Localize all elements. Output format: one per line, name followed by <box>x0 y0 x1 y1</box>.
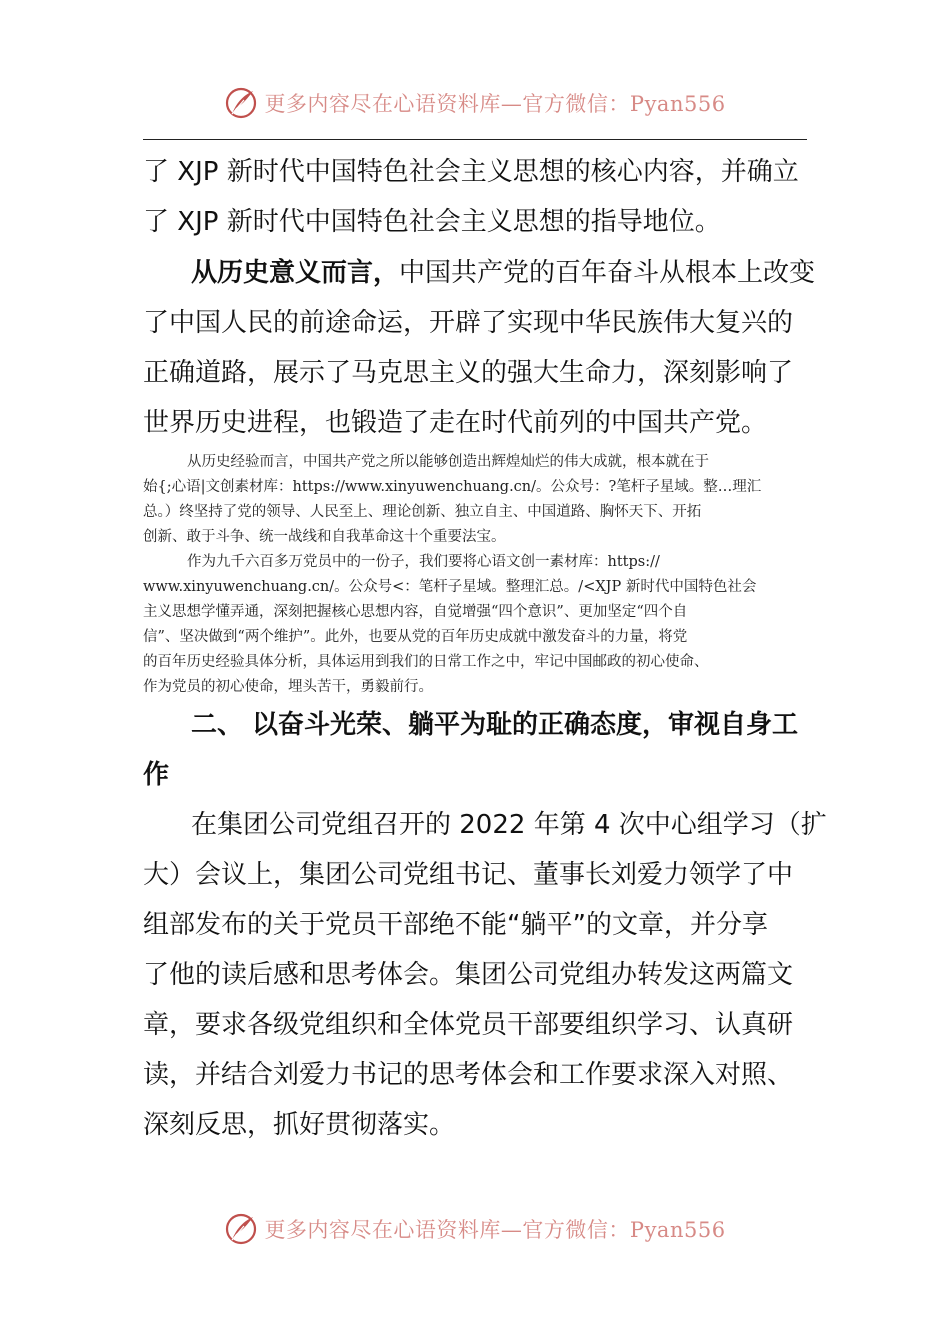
small-line: www.xinyuwenchuang.cn/。公众号<：笔杆子星域。整理汇总。/<XJP 新时代中国特色社会 <box>143 579 757 595</box>
heading-line: 二、 以奋斗光荣、躺平为耻的正确态度，审视自身工 <box>191 710 799 740</box>
text-line: 深刻反思，抓好贯彻落实。 <box>143 1110 456 1140</box>
history-significance-paragraph <box>143 248 816 448</box>
text-line: 世界历史进程，也锻造了走在时代前列的中国共产党。 <box>143 408 768 438</box>
small-line: 始{;心语|文创素材库：https://www.xinyuwenchuang.cn/。公众号：?笔杆子星域。整…理汇 <box>143 479 762 495</box>
text-line: 了 XJP 新时代中国特色社会主义思想的指导地位。 <box>143 207 721 237</box>
feather-pen-icon <box>224 86 258 120</box>
small-line: 作为九千六百多万党员中的一份子，我们要将心语文创一素材库：https:// <box>187 554 660 570</box>
continued-paragraph <box>143 147 813 247</box>
small-line: 信”、坚决做到“两个维护”。此外，也要从党的百年历史成就中激发奋斗的力量，将党 <box>143 629 688 645</box>
text-line: 正确道路，展示了马克思主义的强大生命力，深刻影响了 <box>143 358 794 388</box>
text-line: 读，并结合刘爱力书记的思考体会和工作要求深入对照、 <box>143 1060 794 1090</box>
heading-line: 作 <box>143 760 170 790</box>
lead-in-bold: 从历史意义而言， <box>191 258 400 288</box>
banner-text: 更多内容尽在心语资料库—官方微信：Pyan556 <box>264 1218 726 1242</box>
small-line: 创新、敢于斗争、统一战线和自我革命这十个重要法宝。 <box>143 529 506 545</box>
text-line: 了他的读后感和思考体会。集团公司党组办转发这两篇文 <box>143 960 794 990</box>
text-line: 组部发布的关于党员干部绝不能“躺平”的文章，并分享 <box>143 910 768 940</box>
small-line: 的百年历史经验具体分析，具体运用到我们的日常工作之中，牢记中国邮政的初心使命、 <box>143 654 709 670</box>
small-line: 主义思想学懂弄通，深刻把握核心思想内容，自觉增强“四个意识”、更加坚定“四个自 <box>143 604 688 620</box>
banner-text: 更多内容尽在心语资料库—官方微信：Pyan556 <box>264 92 726 116</box>
text-fragment: 中国共产党的百年奋斗从根本上改变 <box>399 258 816 288</box>
small-line: 总。）终坚持了党的领导、人民至上、理论创新、独立自主、中国道路、胸怀天下、开拓 <box>143 504 702 520</box>
meeting-paragraph <box>143 800 827 1150</box>
text-line: 在集团公司党组召开的 2022 年第 4 次中心组学习（扩 <box>191 810 827 840</box>
header-divider <box>143 139 807 140</box>
small-line: 从历史经验而言，中国共产党之所以能够创造出辉煌灿烂的伟大成就，根本就在于 <box>187 454 709 470</box>
page-header-banner <box>0 83 950 123</box>
text-line: 大）会议上，集团公司党组书记、董事长刘爱力领学了中 <box>143 860 794 890</box>
page-footer-banner <box>0 1209 950 1249</box>
small-line: 作为党员的初心使命，埋头苦干，勇毅前行。 <box>143 679 433 695</box>
text-line: 章，要求各级党组织和全体党员干部要组织学习、认真研 <box>143 1010 794 1040</box>
text-line <box>143 248 816 298</box>
feather-pen-icon <box>224 1212 258 1246</box>
section-heading <box>143 700 813 800</box>
small-print-section <box>143 450 813 700</box>
text-line: 了中国人民的前途命运，开辟了实现中华民族伟大复兴的 <box>143 308 794 338</box>
text-line: 了 XJP 新时代中国特色社会主义思想的核心内容，并确立 <box>143 157 799 187</box>
